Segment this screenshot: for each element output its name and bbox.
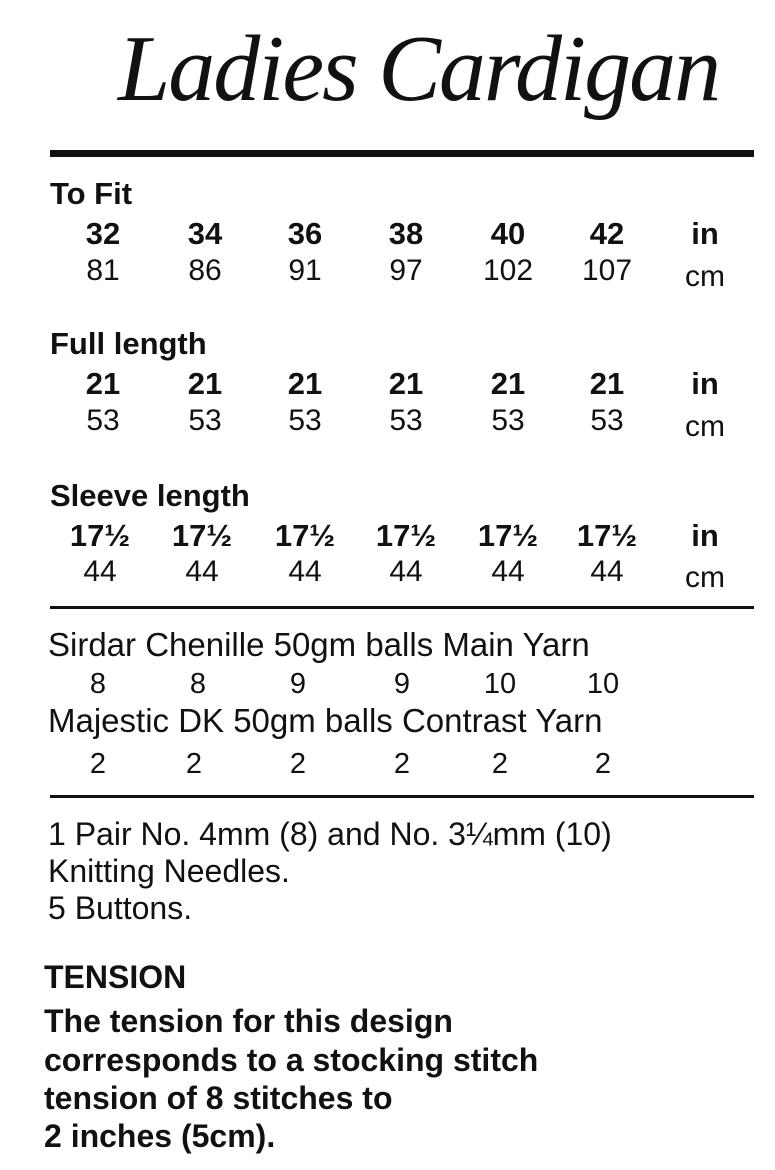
unit-cm-label: cm (685, 260, 725, 293)
length-cm-value: 53 (491, 404, 525, 437)
contrast-yarn-quantity: 2 (289, 748, 307, 780)
size-cm-value: 81 (86, 254, 120, 287)
contrast-yarn-quantity-row (0, 750, 775, 786)
to-fit-inches-row (0, 218, 775, 254)
size-in-value: 38 (388, 216, 424, 251)
tension-text-line: The tension for this design (44, 1003, 453, 1039)
unit-in-label: in (691, 366, 719, 401)
length-in-value: 21 (589, 366, 625, 401)
size-cm-value: 102 (482, 254, 534, 287)
to-fit-cm-row (0, 256, 775, 292)
contrast-yarn-label: Majestic DK 50gm balls Contrast Yarn (48, 702, 603, 739)
size-cm-value: 91 (288, 254, 322, 287)
unit-in-label: in (691, 518, 719, 553)
sleeve-in-value: 17½ (69, 518, 131, 553)
main-yarn-quantity: 8 (189, 668, 207, 700)
sleeve-cm-value: 44 (389, 555, 423, 588)
page-title: Ladies Cardigan (118, 17, 720, 121)
tension-text-line: 2 inches (5cm). (44, 1118, 276, 1154)
section-divider (50, 606, 754, 609)
main-yarn-label: Sirdar Chenille 50gm balls Main Yarn (48, 626, 590, 663)
contrast-yarn-quantity: 2 (185, 748, 203, 780)
main-yarn-quantity: 9 (393, 668, 411, 700)
sleeve-length-cm-row (0, 557, 775, 593)
main-yarn-quantity: 8 (89, 668, 107, 700)
sleeve-cm-value: 44 (590, 555, 624, 588)
buttons-line: 5 Buttons. (48, 890, 193, 926)
length-cm-value: 53 (590, 404, 624, 437)
contrast-yarn-quantity: 2 (491, 748, 509, 780)
tension-text-line: corresponds to a stocking stitch (44, 1042, 539, 1078)
sleeve-cm-value: 44 (83, 555, 117, 588)
sleeve-length-heading: Sleeve length (50, 478, 250, 513)
tension-text-line: tension of 8 stitches to (44, 1080, 393, 1116)
sleeve-in-value: 17½ (375, 518, 437, 553)
full-length-heading: Full length (50, 326, 207, 361)
sleeve-in-value: 17½ (171, 518, 233, 553)
length-cm-value: 53 (188, 404, 222, 437)
to-fit-heading: To Fit (50, 176, 133, 211)
main-yarn-quantity: 10 (483, 668, 517, 700)
length-cm-value: 53 (389, 404, 423, 437)
size-in-value: 32 (85, 216, 121, 251)
needles-line: Knitting Needles. (48, 853, 290, 889)
sleeve-in-value: 17½ (477, 518, 539, 553)
main-yarn-quantity-row (0, 670, 775, 706)
unit-cm-label: cm (685, 561, 725, 594)
main-yarn-quantity: 9 (289, 668, 307, 700)
length-in-value: 21 (490, 366, 526, 401)
sleeve-in-value: 17½ (274, 518, 336, 553)
length-in-value: 21 (287, 366, 323, 401)
length-in-value: 21 (388, 366, 424, 401)
contrast-yarn-quantity: 2 (594, 748, 612, 780)
size-cm-value: 86 (188, 254, 222, 287)
sleeve-in-value: 17½ (576, 518, 638, 553)
size-cm-value: 107 (581, 254, 633, 287)
size-in-value: 36 (287, 216, 323, 251)
full-length-inches-row (0, 368, 775, 404)
section-divider (50, 795, 754, 798)
sleeve-cm-value: 44 (491, 555, 525, 588)
contrast-yarn-quantity: 2 (89, 748, 107, 780)
size-cm-value: 97 (389, 254, 423, 287)
length-cm-value: 53 (86, 404, 120, 437)
sleeve-cm-value: 44 (288, 555, 322, 588)
size-in-value: 34 (187, 216, 223, 251)
size-in-value: 42 (589, 216, 625, 251)
needles-line: 1 Pair No. 4mm (8) and No. 3¼mm (10) (48, 816, 612, 852)
title-divider (50, 150, 754, 157)
sleeve-length-inches-row (0, 520, 775, 556)
unit-cm-label: cm (685, 410, 725, 443)
contrast-yarn-quantity: 2 (393, 748, 411, 780)
tension-heading: TENSION (44, 959, 187, 995)
length-cm-value: 53 (288, 404, 322, 437)
length-in-value: 21 (187, 366, 223, 401)
length-in-value: 21 (85, 366, 121, 401)
main-yarn-quantity: 10 (586, 668, 620, 700)
size-in-value: 40 (490, 216, 526, 251)
unit-in-label: in (691, 216, 719, 251)
sleeve-cm-value: 44 (185, 555, 219, 588)
full-length-cm-row (0, 406, 775, 442)
